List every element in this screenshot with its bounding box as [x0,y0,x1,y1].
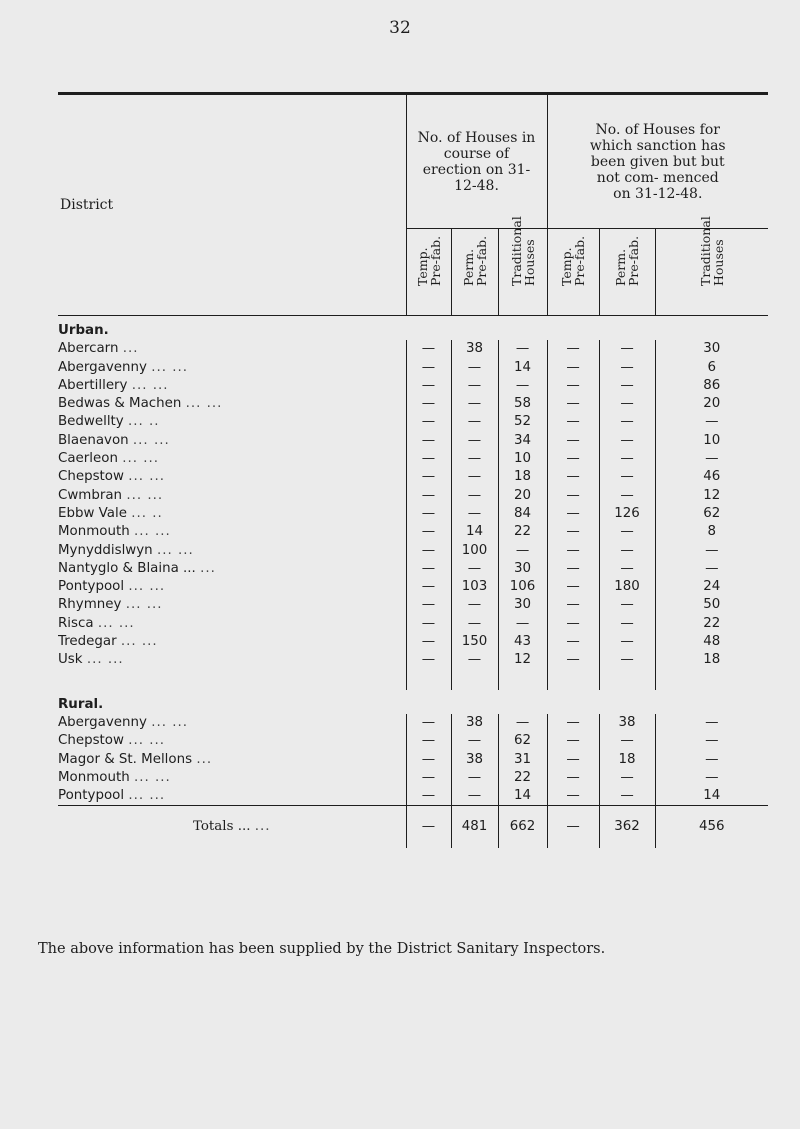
table-cell: 62 [655,505,768,523]
district-name-cell [58,468,406,486]
table-cell: — [599,395,655,413]
table-row [58,395,768,413]
table-cell: — [406,578,451,596]
table-cell: 180 [599,578,655,596]
table-cell: — [451,450,498,468]
table-cell: — [406,751,451,769]
table-cell: — [451,651,498,669]
footnote: The above information has been supplied by the District Sanitary Inspectors. [38,941,606,957]
table-cell: 30 [498,560,547,578]
table-cell: — [599,560,655,578]
subheader-4 [547,229,599,316]
table-row [58,732,768,750]
table-cell: — [498,542,547,560]
table-cell: — [599,340,655,358]
leader-dots: ... ... [151,714,188,730]
table-cell: 456 [655,806,768,849]
table-row [58,542,768,560]
district-name: Abertillery [58,377,128,393]
subheader-label: Temp. Pre-fab. [414,235,443,286]
table-cell: 34 [498,432,547,450]
table-row [58,340,768,358]
section-blank [406,316,768,341]
spacer-cell [58,670,406,690]
table-cell: 362 [599,806,655,849]
leader-dots: ... ... [131,377,169,393]
district-name-cell [58,806,406,849]
table-row [58,487,768,505]
table-cell: — [547,732,599,750]
table-cell: — [599,732,655,750]
table-cell: 30 [498,596,547,614]
table-cell: — [655,413,768,431]
table-cell: 481 [451,806,498,849]
district-name: Rhymney [58,597,122,613]
table-cell: — [406,359,451,377]
table-cell: 18 [655,651,768,669]
table-cell: — [599,450,655,468]
table-cell: 6 [655,359,768,377]
table-cell: 52 [498,413,547,431]
table-cell: — [451,787,498,806]
leader-dots: ... ... [125,597,163,613]
subheader-label: Perm. Pre-fab. [460,235,489,286]
district-name: Chepstow [58,733,124,749]
table-cell: — [547,806,599,849]
district-name: Risca [58,615,94,631]
table-cell: — [406,714,451,732]
table-cell: — [599,651,655,669]
table-cell: — [406,732,451,750]
district-name: Cwmbran [58,487,123,503]
table-cell: 14 [655,787,768,806]
subheader-label: Perm. Pre-fab. [613,235,642,286]
table-cell: 106 [498,578,547,596]
table-cell: 58 [498,395,547,413]
section-header-row [58,690,768,714]
district-name-cell [58,487,406,505]
table-row [58,505,768,523]
table-cell: — [451,413,498,431]
page-number: 32 [389,18,411,38]
table-cell: 22 [498,523,547,541]
table-cell: 38 [451,751,498,769]
district-name: Nantyglo & Blaina ... [58,560,196,576]
table-cell: — [406,542,451,560]
table-cell: 662 [498,806,547,849]
table-cell: — [599,523,655,541]
table-cell: — [406,651,451,669]
table-cell: — [406,523,451,541]
table-cell: — [655,751,768,769]
empty-cell [451,670,498,690]
table-cell: — [547,468,599,486]
district-name: Magor & St. Mellons [58,751,193,767]
table-cell: 10 [498,450,547,468]
table-cell: — [406,596,451,614]
table-cell: — [547,340,599,358]
table-cell: — [599,413,655,431]
table-row [58,468,768,486]
leader-dots: ... ... [133,769,171,785]
table-cell: — [547,596,599,614]
leader-dots: ... ... [185,396,223,412]
table-cell: — [599,787,655,806]
table-cell: — [498,615,547,633]
district-name: Usk [58,652,83,668]
table-cell: — [547,751,599,769]
leader-dots: ... ... [128,579,166,595]
district-name: Bedwellty [58,414,124,430]
table-cell: 30 [655,340,768,358]
district-name: Pontypool [58,788,125,804]
leader-dots: ... [196,751,213,767]
table-cell: — [599,542,655,560]
totals-row [58,806,768,849]
table-cell: — [406,787,451,806]
table-cell: — [406,560,451,578]
table-cell: — [599,377,655,395]
table-cell: 22 [655,615,768,633]
table-cell: — [547,505,599,523]
district-name: Abercarn [58,341,119,357]
district-header: District [58,94,406,316]
leader-dots: ... .. [128,414,160,430]
district-name-cell [58,633,406,651]
table-cell: — [547,432,599,450]
table-cell: — [498,377,547,395]
leader-dots: ... ... [97,615,135,631]
table-row [58,359,768,377]
table-cell: — [547,487,599,505]
table-cell: — [655,560,768,578]
table-cell: — [451,377,498,395]
table-cell: 100 [451,542,498,560]
district-name-cell [58,340,406,358]
district-name-cell [58,714,406,732]
leader-dots: ... ... [86,652,124,668]
subheader-label: Temp. Pre-fab. [559,235,588,286]
table-cell: 20 [498,487,547,505]
subheader-6 [655,216,768,316]
table-row [58,633,768,651]
housing-table-container [58,92,768,848]
table-cell: — [451,596,498,614]
table-cell: 50 [655,596,768,614]
table-cell: — [655,450,768,468]
leader-dots: ... .. [131,505,163,521]
table-row [58,560,768,578]
district-name: Mynyddislwyn [58,542,153,558]
table-cell: 38 [599,714,655,732]
district-name-cell [58,787,406,806]
leader-dots: ... ... [133,524,171,540]
table-cell: — [547,787,599,806]
leader-dots: ... ... [128,733,166,749]
district-name: Pontypool [58,579,125,595]
table-cell: — [599,596,655,614]
empty-cell [406,670,451,690]
section-title: Rural. [58,696,104,712]
table-cell: 48 [655,633,768,651]
district-name-cell [58,732,406,750]
table-cell: 46 [655,468,768,486]
table-cell: — [547,560,599,578]
table-cell: — [451,359,498,377]
table-cell: — [599,633,655,651]
table-cell: — [498,714,547,732]
table-cell: — [451,615,498,633]
leader-dots: ... ... [151,359,188,375]
table-row [58,651,768,669]
subheader-1 [406,229,451,316]
table-cell: 14 [498,787,547,806]
table-row [58,432,768,450]
subheader-3 [498,216,547,316]
table-cell: 18 [599,751,655,769]
group-header-in-erection: No. of Houses in course of erection on 31-12-48. [406,94,547,229]
table-cell: — [547,633,599,651]
table-cell: — [406,769,451,787]
table-cell: — [406,487,451,505]
district-name-cell [58,395,406,413]
table-cell: 86 [655,377,768,395]
table-row [58,377,768,395]
table-row [58,787,768,806]
leader-dots: ... ... [128,788,166,804]
section-spacer [58,670,768,690]
empty-cell [498,670,547,690]
district-name: Chepstow [58,469,124,485]
table-cell: 62 [498,732,547,750]
table-cell: — [406,633,451,651]
district-name-cell [58,505,406,523]
table-row [58,615,768,633]
district-name-cell [58,450,406,468]
table-cell: — [451,487,498,505]
district-name: Bedwas & Machen [58,396,182,412]
table-cell: — [547,542,599,560]
table-cell: — [547,450,599,468]
district-name: Totals ... [192,819,251,835]
table-cell: 8 [655,523,768,541]
subheader-2 [451,229,498,316]
table-cell: — [547,714,599,732]
table-cell: — [655,714,768,732]
leader-dots: ... [122,341,139,357]
table-cell: 18 [498,468,547,486]
district-name-cell [58,651,406,669]
leader-dots: ... ... [156,542,194,558]
table-cell: 38 [451,340,498,358]
table-row [58,596,768,614]
table-cell: 24 [655,578,768,596]
leader-dots: ... ... [128,469,166,485]
district-name: Ebbw Vale [58,505,127,521]
table-row [58,578,768,596]
section-blank [406,690,768,714]
leader-dots: ... [200,560,216,576]
table-cell: — [547,651,599,669]
table-cell: — [406,450,451,468]
district-name-cell [58,432,406,450]
table-cell: — [451,395,498,413]
table-cell: — [451,732,498,750]
table-cell: — [599,769,655,787]
empty-cell [547,670,599,690]
district-name: Tredegar [58,634,117,650]
district-name-cell [58,769,406,787]
table-cell: — [547,377,599,395]
table-cell: 14 [451,523,498,541]
district-name: Monmouth [58,524,130,540]
table-cell: — [547,523,599,541]
leader-dots: ... [254,819,271,835]
empty-cell [655,670,768,690]
table-cell: — [406,468,451,486]
table-cell: — [406,413,451,431]
district-name-cell [58,413,406,431]
table-cell: — [406,340,451,358]
district-name: Monmouth [58,769,130,785]
table-cell: — [406,432,451,450]
leader-dots: ... ... [122,451,159,467]
table-cell: — [498,340,547,358]
table-cell: — [599,359,655,377]
table-row [58,523,768,541]
district-name-cell [58,578,406,596]
table-cell: — [655,542,768,560]
table-cell: — [547,395,599,413]
table-cell: — [451,505,498,523]
table-cell: — [547,769,599,787]
table-cell: 103 [451,578,498,596]
table-cell: — [547,615,599,633]
district-name: Abergavenny [58,359,147,375]
district-name-cell [58,359,406,377]
leader-dots: ... ... [132,432,170,448]
table-cell: — [547,413,599,431]
section-header-row [58,316,768,341]
district-name-cell [58,560,406,578]
table-cell: — [547,578,599,596]
district-name: Caerleon [58,451,118,467]
housing-table [58,92,768,848]
leader-dots: ... ... [126,487,164,503]
table-cell: — [599,615,655,633]
table-body [58,316,768,849]
table-row [58,769,768,787]
group-header-sanctioned: No. of Houses for which sanction has been given but but not com- menced on 31-12-48. [547,94,768,229]
table-row [58,413,768,431]
table-cell: 12 [655,487,768,505]
table-cell: 126 [599,505,655,523]
table-cell: — [406,505,451,523]
table-cell: 20 [655,395,768,413]
table-cell: — [599,432,655,450]
subheader-5 [599,229,655,316]
table-cell: — [451,468,498,486]
table-cell: — [406,615,451,633]
district-name-cell [58,615,406,633]
district-name: Abergavenny [58,714,147,730]
table-cell: — [655,769,768,787]
table-cell: 38 [451,714,498,732]
table-row [58,450,768,468]
district-name-cell [58,377,406,395]
table-cell: — [406,377,451,395]
table-cell: — [406,395,451,413]
table-cell: — [599,487,655,505]
table-cell: — [599,468,655,486]
subheader-label: Traditional Houses [697,216,726,286]
table-row [58,751,768,769]
table-cell: — [406,806,451,849]
table-cell: — [451,560,498,578]
table-cell: 43 [498,633,547,651]
district-name-cell [58,751,406,769]
table-cell: 150 [451,633,498,651]
table-cell: 31 [498,751,547,769]
table-cell: — [547,359,599,377]
district-name-cell [58,596,406,614]
table-cell: 10 [655,432,768,450]
table-row [58,714,768,732]
table-cell: 22 [498,769,547,787]
table-cell: — [451,432,498,450]
table-cell: 12 [498,651,547,669]
district-name-cell [58,542,406,560]
empty-cell [599,670,655,690]
table-cell: — [655,732,768,750]
subheader-label: Traditional Houses [508,216,537,286]
table-cell: — [451,769,498,787]
district-name: Blaenavon [58,432,129,448]
leader-dots: ... ... [120,634,158,650]
district-name-cell [58,523,406,541]
table-cell: 84 [498,505,547,523]
section-title: Urban. [58,323,109,338]
table-cell: 14 [498,359,547,377]
